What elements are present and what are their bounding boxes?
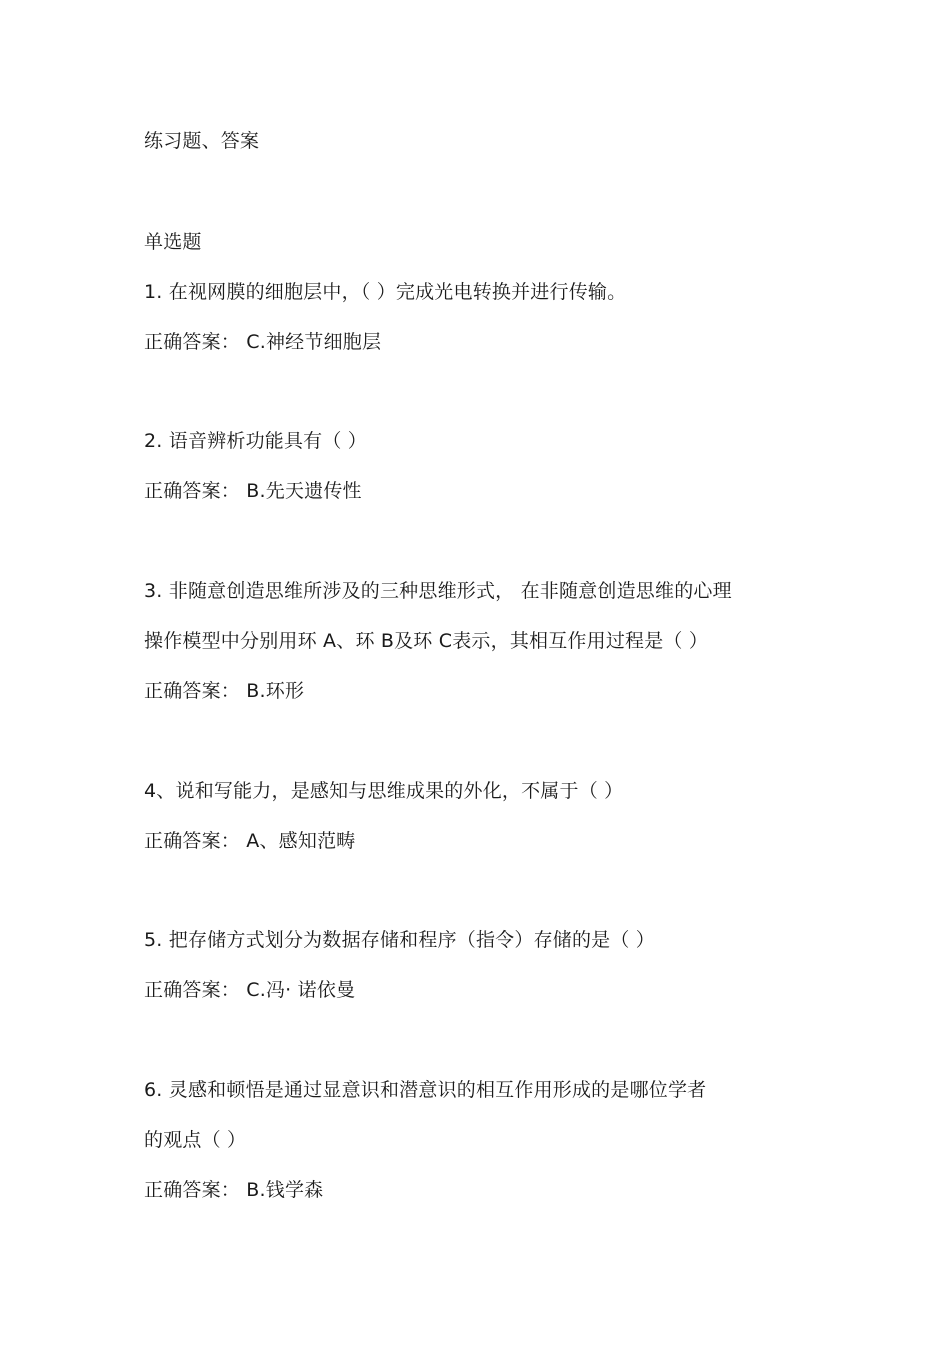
question-text: 5. 把存储方式划分为数据存储和程序（指令）存储的是（ ） [144, 929, 656, 951]
answer-value: A、感知范畴 [246, 830, 356, 852]
question-text: 2. 语音辨析功能具有（ ） [144, 430, 368, 452]
answer-prefix: 正确答案： [144, 331, 241, 353]
answer-line [144, 679, 304, 703]
answer-prefix: 正确答案： [144, 1179, 241, 1201]
question-text-continued: 操作模型中分别用环 A、环 B及环 C表示，其相互作用过程是（ ） [144, 630, 709, 652]
answer-prefix: 正确答案： [144, 480, 241, 502]
question-text: 4、说和写能力，是感知与思维成果的外化，不属于（ ） [144, 780, 624, 802]
section-heading: 单选题 [144, 231, 202, 253]
answer-prefix: 正确答案： [144, 979, 241, 1001]
answer-value: B.钱学森 [246, 1179, 324, 1201]
answer-value: B.环形 [246, 680, 305, 702]
answer-line [144, 1178, 323, 1202]
answer-value: C.神经节细胞层 [246, 331, 382, 353]
answer-value: C.冯· 诺依曼 [246, 979, 356, 1001]
question-text-continued: 的观点（ ） [144, 1129, 247, 1151]
question-text: 3. 非随意创造思维所涉及的三种思维形式， 在非随意创造思维的心理 [144, 580, 732, 602]
answer-line [144, 829, 355, 853]
answer-line [144, 330, 381, 354]
answer-line [144, 978, 355, 1002]
question-text: 1. 在视网膜的细胞层中，（ ）完成光电转换并进行传输。 [144, 281, 627, 303]
answer-prefix: 正确答案： [144, 830, 241, 852]
answer-value: B.先天遗传性 [246, 480, 362, 502]
document-title: 练习题、答案 [144, 130, 260, 152]
answer-line [144, 479, 362, 503]
question-text: 6. 灵感和顿悟是通过显意识和潜意识的相互作用形成的是哪位学者 [144, 1079, 707, 1101]
answer-prefix: 正确答案： [144, 680, 241, 702]
